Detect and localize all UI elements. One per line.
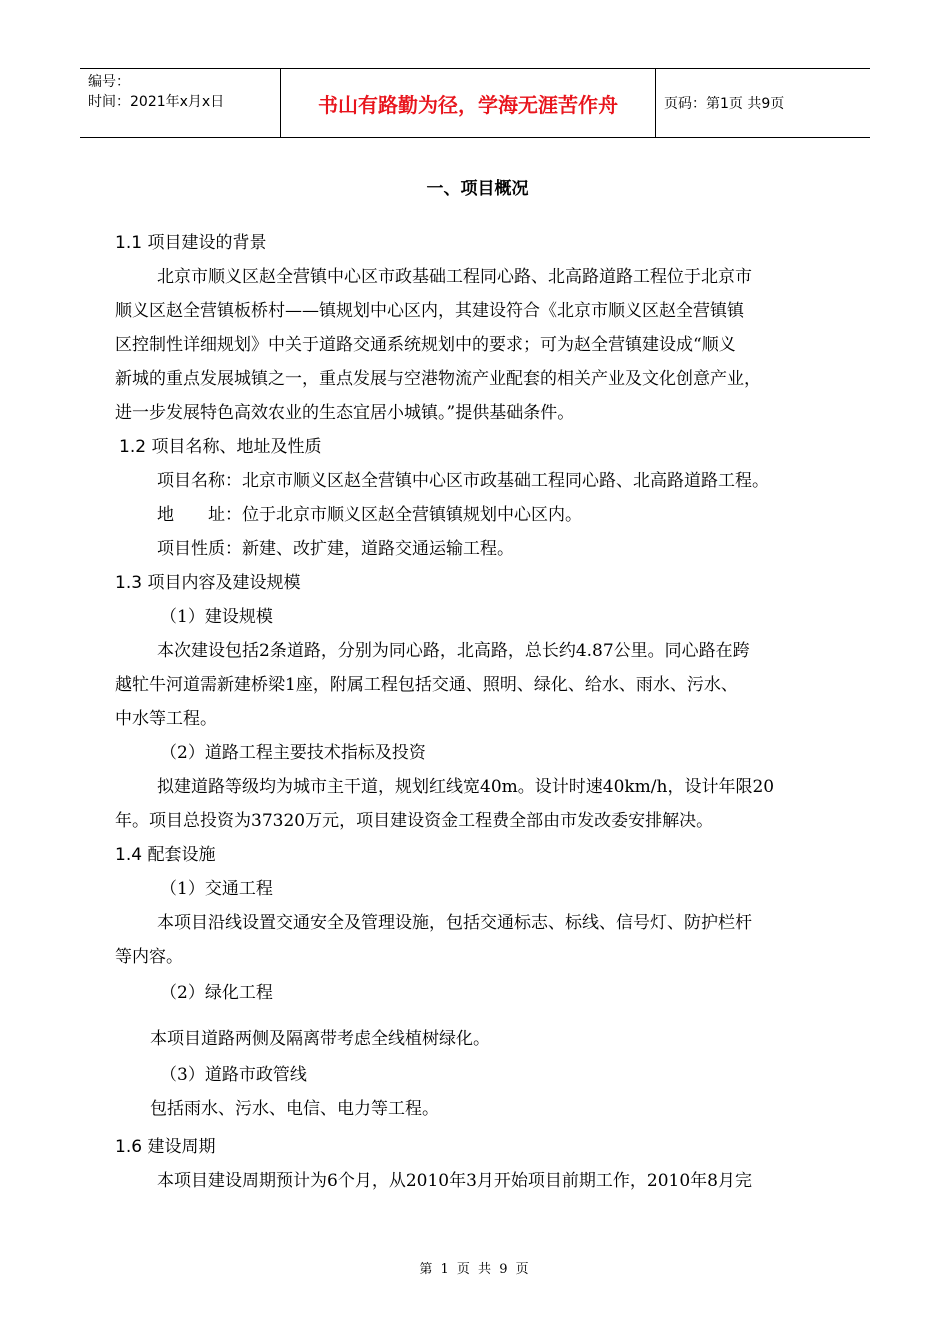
paragraph-indicators [115,770,840,838]
paragraph-line: 本次建设包括2条道路，分别为同心路，北高路，总长约4.87公里。同心路在跨 [157,641,750,661]
paragraph-line: 北京市顺义区赵全营镇中心区市政基础工程同心路、北高路道路工程位于北京市 [157,267,752,287]
paragraph-background [115,260,840,430]
project-address-line: 地 址：位于北京市顺义区赵全营镇镇规划中心区内。 [157,505,582,525]
paragraph-greening: 本项目道路两侧及隔离带考虑全线植树绿化。 [150,1029,490,1049]
paragraph-line: 顺义区赵全营镇板桥村——镇规划中心区内，其建设符合《北京市顺义区赵全营镇镇 [115,301,744,321]
page-footer: 第 1 页 共 9 页 [419,1262,531,1277]
section-heading-1-4: 1.4 配套设施 [115,845,216,865]
subheading-pipelines: （3）道路市政管线 [160,1065,307,1085]
subheading-traffic-engineering: （1）交通工程 [160,879,273,899]
page-header [80,68,870,138]
paragraph-line: 年。项目总投资为37320万元，项目建设资金工程费全部由市发改委安排解决。 [115,811,714,831]
paragraph-traffic [115,906,840,974]
header-info-cell [80,69,281,137]
subheading-construction-scale: （1）建设规模 [160,607,273,627]
paragraph-line: 中水等工程。 [115,709,217,729]
paragraph-line: 拟建道路等级均为城市主干道，规划红线宽40m。设计时速40km/h，设计年限20 [157,777,775,797]
header-page-number: 页码：第1页 共9页 [664,96,785,112]
number-label: 编号： [88,74,130,90]
paragraph-line: 本项目沿线设置交通安全及管理设施，包括交通标志、标线、信号灯、防护栏杆 [157,913,752,933]
paragraph-line: 越牤牛河道需新建桥梁1座，附属工程包括交通、照明、绿化、给水、雨水、污水、 [115,675,738,695]
subheading-technical-indicators: （2）道路工程主要技术指标及投资 [160,743,426,763]
document-title: 一、项目概况 [426,179,529,199]
paragraph-line: 进一步发展特色高效农业的生态宜居小城镇。”提供基础条件。 [115,403,575,423]
section-heading-1-2: 1.2 项目名称、地址及性质 [119,437,322,457]
paragraph-schedule: 本项目建设周期预计为6个月，从2010年3月开始项目前期工作，2010年8月完 [157,1171,752,1191]
section-heading-1-6: 1.6 建设周期 [115,1137,216,1157]
subheading-greening: （2）绿化工程 [160,983,273,1003]
section-heading-1-1: 1.1 项目建设的背景 [115,233,267,253]
paragraph-line: 等内容。 [115,947,183,967]
document-body [115,172,840,1198]
paragraph-line: 新城的重点发展城镇之一，重点发展与空港物流产业配套的相关产业及文化创意产业， [115,369,761,389]
time-label: 时间：2021年x月x日 [88,94,225,110]
section-heading-1-3: 1.3 项目内容及建设规模 [115,573,301,593]
project-name-line: 项目名称：北京市顺义区赵全营镇中心区市政基础工程同心路、北高路道路工程。 [157,471,769,491]
paragraph-line: 区控制性详细规划》中关于道路交通系统规划中的要求；可为赵全营镇建设成“顺义 [115,335,736,355]
paragraph-pipelines: 包括雨水、污水、电信、电力等工程。 [150,1099,439,1119]
paragraph-scale [115,634,840,736]
project-nature-line: 项目性质：新建、改扩建，道路交通运输工程。 [157,539,514,559]
header-motto: 书山有路勤为径，学海无涯苦作舟 [281,69,656,137]
